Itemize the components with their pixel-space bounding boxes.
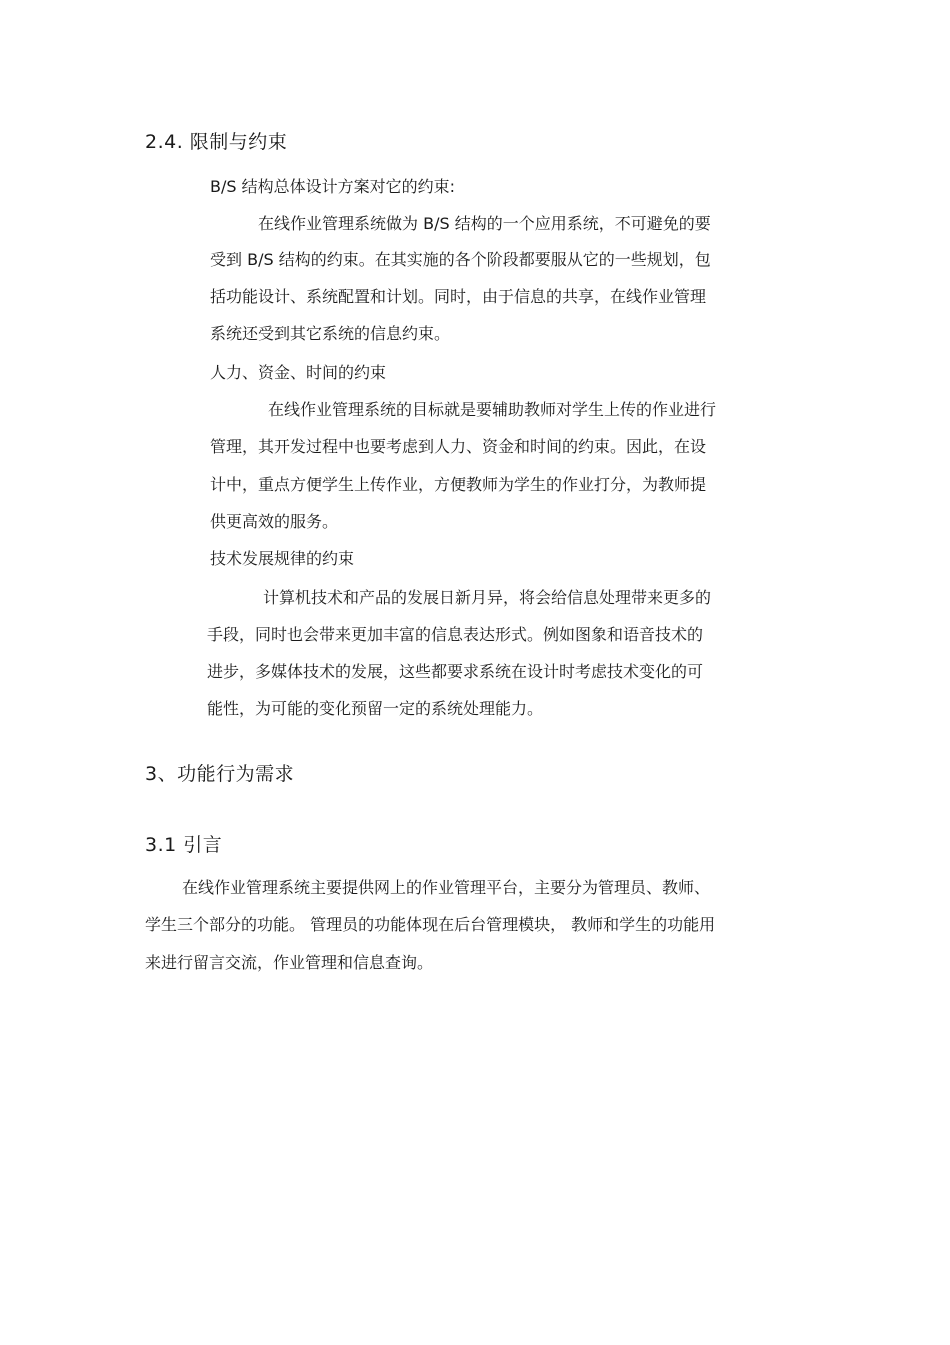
paragraph-line: 供更高效的服务。 bbox=[210, 512, 339, 531]
subsection-title-resource-constraint: 人力、资金、时间的约束 bbox=[210, 363, 387, 382]
paragraph-line: 来进行留言交流，作业管理和信息查询。 bbox=[145, 953, 434, 972]
paragraph-line: 手段，同时也会带来更加丰富的信息表达形式。例如图象和语音技术的 bbox=[207, 625, 704, 644]
paragraph-line: 学生三个部分的功能。 管理员的功能体现在后台管理模块， 教师和学生的功能用 bbox=[145, 915, 716, 934]
paragraph-line: 括功能设计、系统配置和计划。同时，由于信息的共享，在线作业管理 bbox=[210, 287, 707, 306]
paragraph-line: 系统还受到其它系统的信息约束。 bbox=[210, 324, 451, 343]
subsection-title-bs-constraint: B/S 结构总体设计方案对它的约束: bbox=[210, 177, 456, 196]
paragraph-line: 在线作业管理系统主要提供网上的作业管理平台，主要分为管理员、教师、 bbox=[182, 878, 711, 897]
section-heading-3: 3、功能行为需求 bbox=[145, 763, 295, 785]
subsection-title-tech-constraint: 技术发展规律的约束 bbox=[210, 549, 355, 568]
paragraph-line: 能性，为可能的变化预留一定的系统处理能力。 bbox=[207, 699, 544, 718]
paragraph-line: 在线作业管理系统的目标就是要辅助教师对学生上传的作业进行 bbox=[268, 400, 717, 419]
paragraph-line: 管理，其开发过程中也要考虑到人力、资金和时间的约束。因此，在设 bbox=[210, 437, 707, 456]
section-heading-3-1: 3.1 引言 bbox=[145, 834, 223, 856]
paragraph-line: 受到 B/S 结构的约束。在其实施的各个阶段都要服从它的一些规划，包 bbox=[210, 250, 711, 269]
paragraph-line: 计中，重点方便学生上传作业，方便教师为学生的作业打分，为教师提 bbox=[210, 475, 707, 494]
paragraph-line: 进步，多媒体技术的发展，这些都要求系统在设计时考虑技术变化的可 bbox=[207, 662, 704, 681]
section-heading-2-4: 2.4. 限制与约束 bbox=[145, 131, 288, 153]
paragraph-line: 在线作业管理系统做为 B/S 结构的一个应用系统，不可避免的要 bbox=[258, 214, 711, 233]
paragraph-line: 计算机技术和产品的发展日新月异，将会给信息处理带来更多的 bbox=[263, 588, 712, 607]
